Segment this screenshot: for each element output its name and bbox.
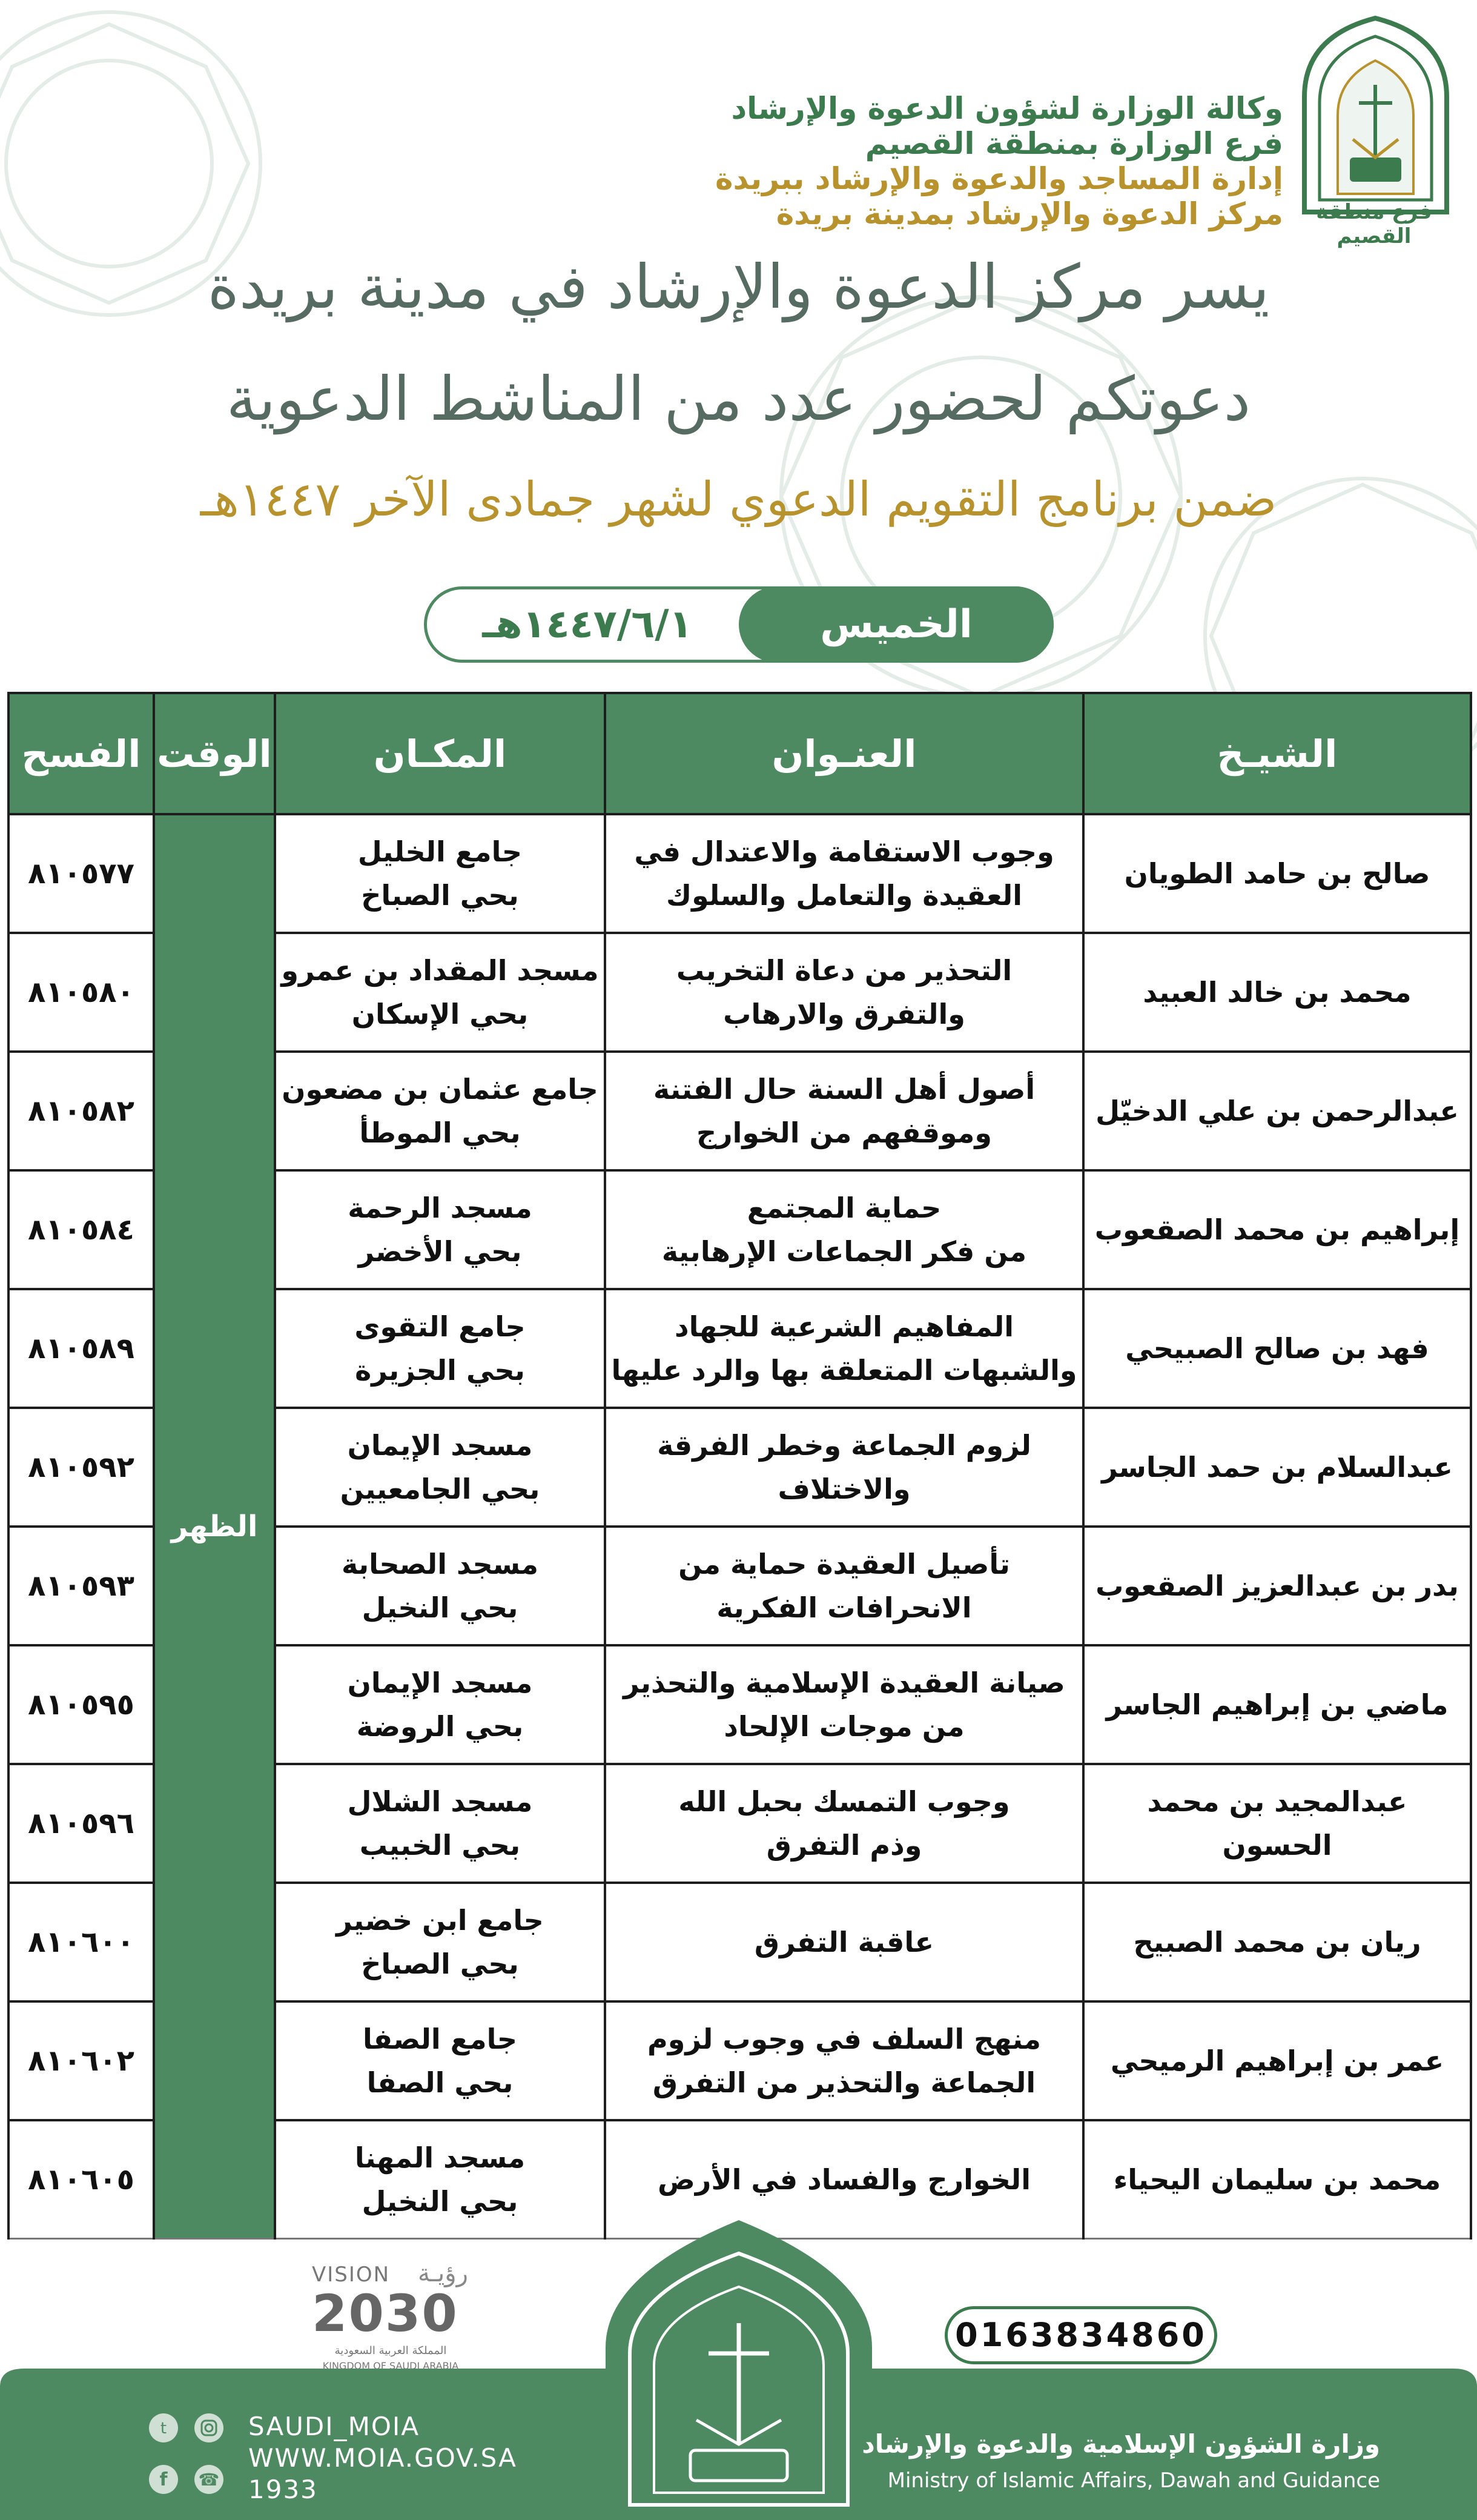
place-cell: [275, 1289, 605, 1408]
headline-events: دعوتكم لحضور عدد من المناشط الدعوية: [226, 363, 1251, 434]
sheikh-cell: [1083, 2001, 1471, 2120]
permit-cell: [8, 2120, 154, 2239]
title-line: صيانة العقيدة الإسلامية والتحذير: [623, 1666, 1065, 1699]
time-cell: [154, 814, 275, 2239]
social-icons: [142, 2413, 239, 2510]
place-line: بحي الخبيب: [359, 1829, 521, 1862]
title-cell: [605, 2001, 1083, 2120]
permit-cell: [8, 1883, 154, 2001]
title-line: والشبهات المتعلقة بها والرد عليها: [611, 1354, 1077, 1387]
title-line: الخوارج والفساد في الأرض: [658, 2163, 1031, 2196]
permit-number: ٨١٠٦٠٠: [28, 1925, 134, 1959]
sheikh-name: بدر بن عبدالعزيز الصقعوب: [1095, 1570, 1459, 1602]
sheikh-name: عبدالرحمن بن علي الدخيّل: [1095, 1095, 1459, 1127]
place-line: بحي الروضة: [356, 1710, 524, 1743]
sheikh-cell: [1083, 1052, 1471, 1170]
place-line: جامع الصفا: [362, 2023, 518, 2055]
sheikh-cell: [1083, 1408, 1471, 1527]
title-line: الانحرافات الفكرية: [716, 1591, 972, 1624]
header-time: الوقت: [154, 693, 275, 814]
title-cell: [605, 814, 1083, 933]
sheikh-name: ريان بن محمد الصبيح: [1133, 1926, 1421, 1958]
svg-text:t: t: [160, 2419, 167, 2438]
vision-kingdom-en: KINGDOM OF SAUDI ARABIA: [322, 2360, 459, 2372]
place-cell: [275, 814, 605, 933]
permit-number: ٨١٠٥٩٢: [28, 1450, 134, 1484]
sheikh-name: عبدالمجيد بن محمد الحسون: [1147, 1785, 1407, 1862]
place-line: بحي الصباخ: [361, 1948, 519, 1980]
permit-cell: [8, 1764, 154, 1883]
place-cell: [275, 1764, 605, 1883]
title-line: أصول أهل السنة حال الفتنة: [653, 1073, 1036, 1106]
org-line-3: إدارة المساجد والدعوة والإرشاد ببريدة: [715, 161, 1283, 196]
place-cell: [275, 1170, 605, 1289]
permit-cell: [8, 814, 154, 933]
sheikh-cell: [1083, 1645, 1471, 1764]
sheikh-cell: [1083, 933, 1471, 1052]
header-sheikh: الشيـخ: [1083, 693, 1471, 814]
permit-number: ٨١٠٦٠٢: [28, 2044, 134, 2078]
table-header-row: [8, 693, 1471, 814]
date-pill: [424, 586, 1054, 663]
branch-caption: فرع منطقة القصيم: [1316, 200, 1432, 248]
place-line: بحي النخيل: [362, 2185, 518, 2218]
place-line: بحي الجزيرة: [355, 1354, 525, 1387]
permit-number: ٨١٠٥٧٧: [28, 857, 134, 890]
place-cell: [275, 933, 605, 1052]
headline-program: ضمن برنامج التقويم الدعوي لشهر جمادى الآخر ١٤٤٧هـ: [200, 472, 1277, 527]
sheikh-name: عمر بن إبراهيم الرميحي: [1110, 2044, 1444, 2077]
place-cell: [275, 1645, 605, 1764]
title-line: والاختلاف: [778, 1473, 911, 1505]
header-title: العنـوان: [605, 693, 1083, 814]
permit-number: ٨١٠٥٨٤: [28, 1213, 134, 1247]
sheikh-name: ماضي بن إبراهيم الجاسر: [1106, 1688, 1449, 1721]
place-line: بحي الأخضر: [358, 1235, 522, 1268]
ministry-name-arabic: وزارة الشؤون الإسلامية والدعوة والإرشاد: [862, 2429, 1380, 2459]
permit-number: ٨١٠٥٨٠: [28, 975, 134, 1009]
title-line: وجوب التمسك بحبل الله: [678, 1785, 1010, 1818]
sheikh-cell: [1083, 1289, 1471, 1408]
day-label: الخميس: [739, 586, 1054, 663]
ministry-emblem-logo: [1292, 12, 1459, 224]
title-line: وجوب الاستقامة والاعتدال في: [634, 835, 1054, 868]
title-cell: [605, 1645, 1083, 1764]
title-line: وذم التفرق: [766, 1829, 922, 1862]
time-value: الظهر: [171, 1510, 258, 1544]
organization-lines: [617, 91, 1283, 231]
permit-number: ٨١٠٥٩٣: [28, 1569, 134, 1603]
footer-emblem-arch: [593, 2220, 884, 2520]
permit-cell: [8, 933, 154, 1052]
place-cell: [275, 2120, 605, 2239]
title-cell: [605, 1289, 1083, 1408]
title-line: عاقبة التفرق: [754, 1926, 934, 1958]
instagram-icon: [194, 2413, 223, 2442]
place-line: مسجد المقداد بن عمرو: [281, 954, 599, 987]
org-line-1: وكالة الوزارة لشؤون الدعوة والإرشاد: [731, 91, 1283, 126]
place-line: جامع التقوى: [354, 1310, 526, 1343]
place-cell: [275, 1408, 605, 1527]
title-cell: [605, 933, 1083, 1052]
place-line: مسجد الرحمة: [348, 1192, 532, 1224]
vision-word: VISION: [312, 2263, 391, 2287]
place-line: بحي الصفا: [366, 2066, 514, 2099]
sheikh-cell: [1083, 1170, 1471, 1289]
title-line: لزوم الجماعة وخطر الفرقة: [657, 1429, 1031, 1462]
place-line: بحي النخيل: [362, 1591, 518, 1624]
place-line: مسجد الصحابة: [342, 1548, 538, 1580]
title-line: الجماعة والتحذير من التفرق: [652, 2066, 1036, 2099]
title-line: العقيدة والتعامل والسلوك: [666, 879, 1023, 912]
header-permit: الفسح: [8, 693, 154, 814]
sheikh-cell: [1083, 1764, 1471, 1883]
sheikh-name: فهد بن صالح الصبيحي: [1125, 1332, 1429, 1365]
title-cell: [605, 1052, 1083, 1170]
sheikh-cell: [1083, 1883, 1471, 2001]
permit-cell: [8, 1645, 154, 1764]
place-line: جامع الخليل: [357, 835, 523, 868]
permit-number: ٨١٠٥٩٦: [28, 1806, 134, 1840]
place-line: بحي الصباخ: [361, 879, 519, 912]
place-line: جامع عثمان بن مضعون: [282, 1073, 598, 1106]
place-cell: [275, 1883, 605, 2001]
place-line: بحي الإسكان: [351, 998, 529, 1030]
org-line-4: مركز الدعوة والإرشاد بمدينة بريدة: [776, 196, 1283, 231]
permit-number: ٨١٠٥٨٩: [28, 1331, 134, 1365]
title-cell: [605, 1527, 1083, 1645]
place-line: مسجد الشلال: [347, 1785, 533, 1818]
sheikh-name: إبراهيم بن محمد الصقعوب: [1094, 1213, 1460, 1246]
header-place: المكـان: [275, 693, 605, 814]
headline-invitation: يسر مركز الدعوة والإرشاد في مدينة بريدة: [207, 251, 1270, 322]
permit-cell: [8, 2001, 154, 2120]
place-line: بحي الجامعيين: [340, 1473, 540, 1505]
vision-year: 2030: [312, 2284, 458, 2343]
sheikh-cell: [1083, 2120, 1471, 2239]
sheikh-name: عبدالسلام بن حمد الجاسر: [1102, 1451, 1453, 1484]
hotline-number[interactable]: 1933: [248, 2475, 318, 2504]
title-line: منهج السلف في وجوب لزوم: [647, 2023, 1041, 2055]
sheikh-cell: [1083, 814, 1471, 933]
place-cell: [275, 2001, 605, 2120]
title-line: من فكر الجماعات الإرهابية: [661, 1235, 1027, 1268]
table-row: [8, 814, 1471, 933]
permit-cell: [8, 1052, 154, 1170]
sheikh-cell: [1083, 1527, 1471, 1645]
table-body: [8, 814, 1471, 2239]
permit-number: ٨١٠٥٩٥: [28, 1688, 134, 1722]
org-line-2: فرع الوزارة بمنطقة القصيم: [865, 126, 1283, 161]
permit-number: ٨١٠٥٨٢: [28, 1094, 134, 1128]
permit-cell: [8, 1170, 154, 1289]
title-line: التحذير من دعاة التخريب: [676, 954, 1013, 987]
schedule-table: [7, 692, 1470, 2218]
sheikh-name: صالح بن حامد الطويان: [1124, 857, 1430, 890]
permit-cell: [8, 1527, 154, 1645]
permit-number: ٨١٠٦٠٥: [28, 2163, 134, 2197]
title-line: تأصيل العقيدة حماية من: [678, 1548, 1010, 1580]
social-contacts: [248, 2411, 517, 2505]
website-link[interactable]: WWW.MOIA.GOV.SA: [248, 2443, 517, 2473]
place-line: مسجد المهنا: [354, 2141, 526, 2174]
title-line: وموقفهم من الخوارج: [696, 1116, 992, 1149]
place-line: بحي الموطأ: [359, 1116, 521, 1149]
vision-kingdom-ar: المملكة العربية السعودية: [334, 2344, 447, 2357]
title-cell: [605, 1883, 1083, 2001]
title-cell: [605, 1408, 1083, 1527]
title-line: والتفرق والارهاب: [723, 998, 965, 1030]
social-handle[interactable]: SAUDI_MOIA: [248, 2412, 420, 2441]
sheikh-name: محمد بن سليمان اليحياء: [1113, 2163, 1441, 2196]
place-line: مسجد الإيمان: [347, 1666, 533, 1699]
date-label: ١٤٤٧/٦/١هـ: [482, 602, 693, 647]
sheikh-name: محمد بن خالد العبيد: [1143, 976, 1412, 1009]
phone-number[interactable]: 0163834860: [945, 2306, 1217, 2364]
title-line: حماية المجتمع: [747, 1192, 942, 1224]
title-line: من موجات الإلحاد: [724, 1710, 965, 1743]
title-cell: [605, 1170, 1083, 1289]
permit-cell: [8, 1408, 154, 1527]
title-cell: [605, 1764, 1083, 1883]
place-cell: [275, 1052, 605, 1170]
svg-text:☎: ☎: [198, 2470, 220, 2490]
place-line: جامع ابن خضير: [336, 1904, 544, 1937]
permit-cell: [8, 1289, 154, 1408]
place-line: مسجد الإيمان: [347, 1429, 533, 1462]
svg-text:f: f: [159, 2469, 168, 2490]
ministry-name-english: Ministry of Islamic Affairs, Dawah and Guidance: [887, 2469, 1380, 2493]
title-line: المفاهيم الشرعية للجهاد: [674, 1310, 1014, 1343]
place-cell: [275, 1527, 605, 1645]
vision-arabic: رؤيـة: [418, 2260, 468, 2287]
